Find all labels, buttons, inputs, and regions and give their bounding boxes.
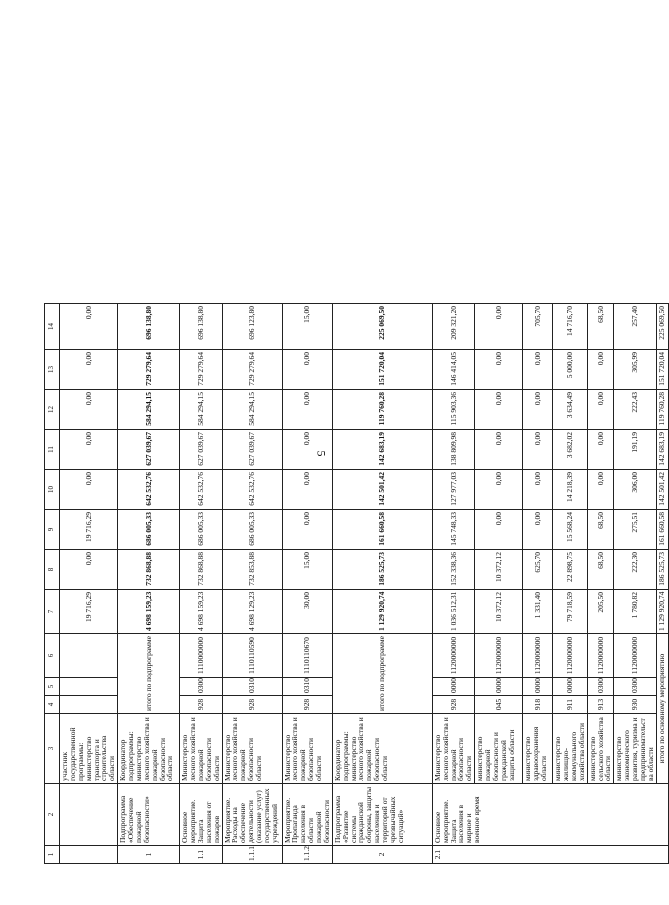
executor-cell: Министерство лесного хозяйства и пожарной безопасности области [282,714,332,784]
value-cell: 642 532,76 [118,470,180,510]
table-row [60,304,118,864]
value-cell: 627 039,67 [222,430,282,470]
header-cell: 13 [45,350,60,390]
value-cell: 0,00 [523,510,553,550]
value-cell: 30,00 [282,590,332,634]
executor-cell: министерство жилищно-коммунального хозяйства области [553,714,588,784]
table-row [587,304,614,864]
value-cell: 0,00 [60,430,118,470]
value-cell: 0,00 [587,430,614,470]
value-cell: 161 660,58 [332,510,432,550]
value-cell: 696 138,80 [180,304,222,350]
table-row [523,304,553,864]
target-code: 1110110590 [222,634,282,678]
value-cell: 306,00 [614,470,656,510]
subtotal-label: итого по подпрограмме [118,634,180,714]
table-row [118,304,180,864]
total-cell: 142 501,42 [656,470,668,510]
row-number: 2.1 [432,846,668,864]
value-cell: 0,00 [523,350,553,390]
value-cell: 0,00 [475,510,523,550]
header-cell: 14 [45,304,60,350]
value-cell: 119 760,28 [332,390,432,430]
total-cell: 186 525,73 [656,550,668,590]
item-name: Подпрограмма «Развитие системы гражданской обороны, защиты населения и территорий от чрезвычайных ситуаций» [332,784,432,846]
value-cell: 686 005,33 [180,510,222,550]
section-code: 0000 [553,678,588,696]
value-cell: 3 682,02 [553,430,588,470]
value-cell: 19 716,29 [60,510,118,550]
value-cell: 15,00 [282,304,332,350]
value-cell: 127 977,03 [432,470,474,510]
value-cell: 0,00 [60,470,118,510]
header-cell: 10 [45,470,60,510]
header-cell: 3 [45,714,60,784]
section-code: 0000 [475,678,523,696]
value-cell: 1 129 920,74 [332,590,432,634]
section-code: 0310 [282,678,332,696]
value-cell: 10 372,12 [475,590,523,634]
grbs-code: 918 [523,696,553,714]
grbs-code: 928 [282,696,332,714]
value-cell: 138 809,98 [432,430,474,470]
value-cell: 22 898,75 [553,550,588,590]
value-cell: 19 716,29 [60,590,118,634]
value-cell: 4 698 159,23 [118,590,180,634]
value-cell: 14 218,39 [553,470,588,510]
target-code: 1120000000 [587,634,614,678]
value-cell: 79 718,59 [553,590,588,634]
value-cell: 14 716,70 [553,304,588,350]
executor-cell: министерство сельского хозяйства области [587,714,614,784]
grbs-code: 045 [475,696,523,714]
value-cell: 142 501,42 [332,470,432,510]
value-cell: 4 698 129,23 [222,590,282,634]
value-cell: 0,00 [60,550,118,590]
value-cell: 729 279,64 [222,350,282,390]
value-cell: 627 039,67 [180,430,222,470]
value-cell: 15 568,24 [553,510,588,550]
grbs-code: 928 [222,696,282,714]
value-cell: 686 005,33 [118,510,180,550]
target-code: 1120000000 [432,634,474,678]
table-row [614,304,656,864]
total-label: итого по основному мероприятию [656,634,668,784]
value-cell: 732 853,88 [222,550,282,590]
executor-cell: министерство пожарной безопасности и гражданской защиты области [475,714,523,784]
value-cell: 584 294,15 [118,390,180,430]
value-cell: 142 683,19 [332,430,432,470]
rotated-table-wrapper [44,304,667,864]
value-cell: 627 039,67 [118,430,180,470]
grbs-code: 930 [614,696,656,714]
value-cell: 4 698 159,23 [180,590,222,634]
value-cell: 0,00 [60,350,118,390]
target-code: 1110000000 [180,634,222,678]
grbs-code: 928 [432,696,474,714]
total-row [656,304,668,864]
value-cell: 0,00 [523,470,553,510]
row-number: 1.1.2 [282,846,332,864]
value-cell: 0,00 [475,390,523,430]
table-row [475,304,523,864]
header-cell: 4 [45,696,60,714]
value-cell: 209 321,20 [432,304,474,350]
value-cell: 642 532,76 [222,470,282,510]
value-cell: 205,50 [587,590,614,634]
value-cell: 625,70 [523,550,553,590]
executor-cell: Министерство лесного хозяйства и пожарной безопасности области [222,714,282,784]
section-code: 0300 [614,678,656,696]
header-cell: 12 [45,390,60,430]
value-cell: 275,51 [614,510,656,550]
value-cell: 225 069,50 [332,304,432,350]
value-cell: 705,70 [523,304,553,350]
value-cell: 0,00 [587,350,614,390]
header-cell: 2 [45,784,60,846]
header-cell: 9 [45,510,60,550]
value-cell: 0,00 [475,470,523,510]
row-number: 1 [118,846,180,864]
value-cell: 696 123,80 [222,304,282,350]
value-cell: 732 868,88 [118,550,180,590]
value-cell: 5 000,00 [553,350,588,390]
header-row [45,304,60,864]
total-cell: 119 760,28 [656,390,668,430]
item-name: Основное мероприятие. Защита населения от пожаров [180,784,222,846]
section-code: 0310 [222,678,282,696]
executor-cell: министерство экономического развития, туризма и предпринимательства области [614,714,656,784]
row-number: 1.1 [180,846,222,864]
total-cell: 225 069,50 [656,304,668,350]
value-cell: 0,00 [523,390,553,430]
value-cell: 151 720,04 [332,350,432,390]
value-cell: 10 372,12 [475,550,523,590]
value-cell: 0,00 [475,304,523,350]
row-number: 1.1.1 [222,846,282,864]
value-cell: 68,50 [587,510,614,550]
header-cell: 6 [45,634,60,678]
value-cell: 3 634,49 [553,390,588,430]
table-row [180,304,222,864]
value-cell: 584 294,15 [222,390,282,430]
value-cell: 0,00 [60,304,118,350]
value-cell: 686 005,33 [222,510,282,550]
value-cell: 0,00 [282,470,332,510]
table-row [553,304,588,864]
header-cell: 5 [45,678,60,696]
value-cell: 732 868,88 [180,550,222,590]
value-cell: 1 036 512,31 [432,590,474,634]
header-cell: 11 [45,430,60,470]
total-cell: 1 129 920,74 [656,590,668,634]
value-cell: 115 903,36 [432,390,474,430]
table-row [282,304,332,864]
grbs-code: 928 [180,696,222,714]
value-cell: 0,00 [475,430,523,470]
row-number: 2 [332,846,432,864]
value-cell: 257,40 [614,304,656,350]
value-cell: 642 532,76 [180,470,222,510]
value-cell: 191,19 [614,430,656,470]
grbs-code: 911 [553,696,588,714]
value-cell: 0,00 [60,390,118,430]
value-cell: 584 294,15 [180,390,222,430]
value-cell: 68,50 [587,550,614,590]
total-cell: 151 720,04 [656,350,668,390]
executor-cell: Министерство лесного хозяйства и пожарной безопасности области [180,714,222,784]
value-cell: 1 331,40 [523,590,553,634]
target-code: 1120000000 [553,634,588,678]
executor-cell: Координатор подпрограммы: министерство лесного хозяйства и пожарной безопасности области [332,714,432,784]
value-cell: 0,00 [475,350,523,390]
section-code: 0000 [523,678,553,696]
value-cell: 0,00 [282,350,332,390]
target-code: 1120000000 [523,634,553,678]
section-code: 0300 [180,678,222,696]
executor-cell: участник государственной программы: министерство транспорта и строительства области [60,714,118,784]
value-cell: 0,00 [282,390,332,430]
value-cell: 0,00 [587,390,614,430]
item-name: Основное мероприятие. Защита населения в мирное и военное время [432,784,668,846]
value-cell: 68,50 [587,304,614,350]
subtotal-label: итого по подпрограмме [332,634,432,714]
table-row [332,304,432,864]
target-code: 1120000000 [614,634,656,678]
value-cell: 0,00 [282,510,332,550]
value-cell: 1 780,82 [614,590,656,634]
value-cell: 696 138,80 [118,304,180,350]
total-cell: 161 660,58 [656,510,668,550]
executor-cell: Координатор подпрограммы: министерство лесного хозяйства и пожарной безопасности области [118,714,180,784]
item-name: Подпрограмма «Обеспечение пожарной безопасности» [118,784,180,846]
value-cell: 729 279,64 [180,350,222,390]
value-cell: 0,00 [523,430,553,470]
budget-table [44,303,669,864]
target-code: 1110110670 [282,634,332,678]
table-row [222,304,282,864]
section-code: 0300 [587,678,614,696]
value-cell: 146 414,05 [432,350,474,390]
header-cell: 8 [45,550,60,590]
grbs-code: 913 [587,696,614,714]
value-cell: 152 338,36 [432,550,474,590]
section-code: 0000 [432,678,474,696]
value-cell: 305,99 [614,350,656,390]
executor-cell: министерство здравоохранения области [523,714,553,784]
value-cell: 186 525,73 [332,550,432,590]
item-name: Мероприятие. Пропаганда населения в области пожарной безопасности [282,784,332,846]
executor-cell: Министерство лесного хозяйства и пожарной безопасности области [432,714,474,784]
header-cell: 1 [45,846,60,864]
target-code: 1120000000 [475,634,523,678]
value-cell: 222,43 [614,390,656,430]
value-cell: 15,00 [282,550,332,590]
page-number: 5 [314,450,329,457]
value-cell: 0,00 [587,470,614,510]
value-cell: 0,00 [282,430,332,470]
header-cell: 7 [45,590,60,634]
total-cell: 142 683,19 [656,430,668,470]
table-row [432,304,474,864]
value-cell: 145 748,33 [432,510,474,550]
value-cell: 222,30 [614,550,656,590]
item-name: Мероприятие. Расходы на обеспечение деятельности (оказание услуг) государственных учреждений [222,784,282,846]
value-cell: 729 279,64 [118,350,180,390]
